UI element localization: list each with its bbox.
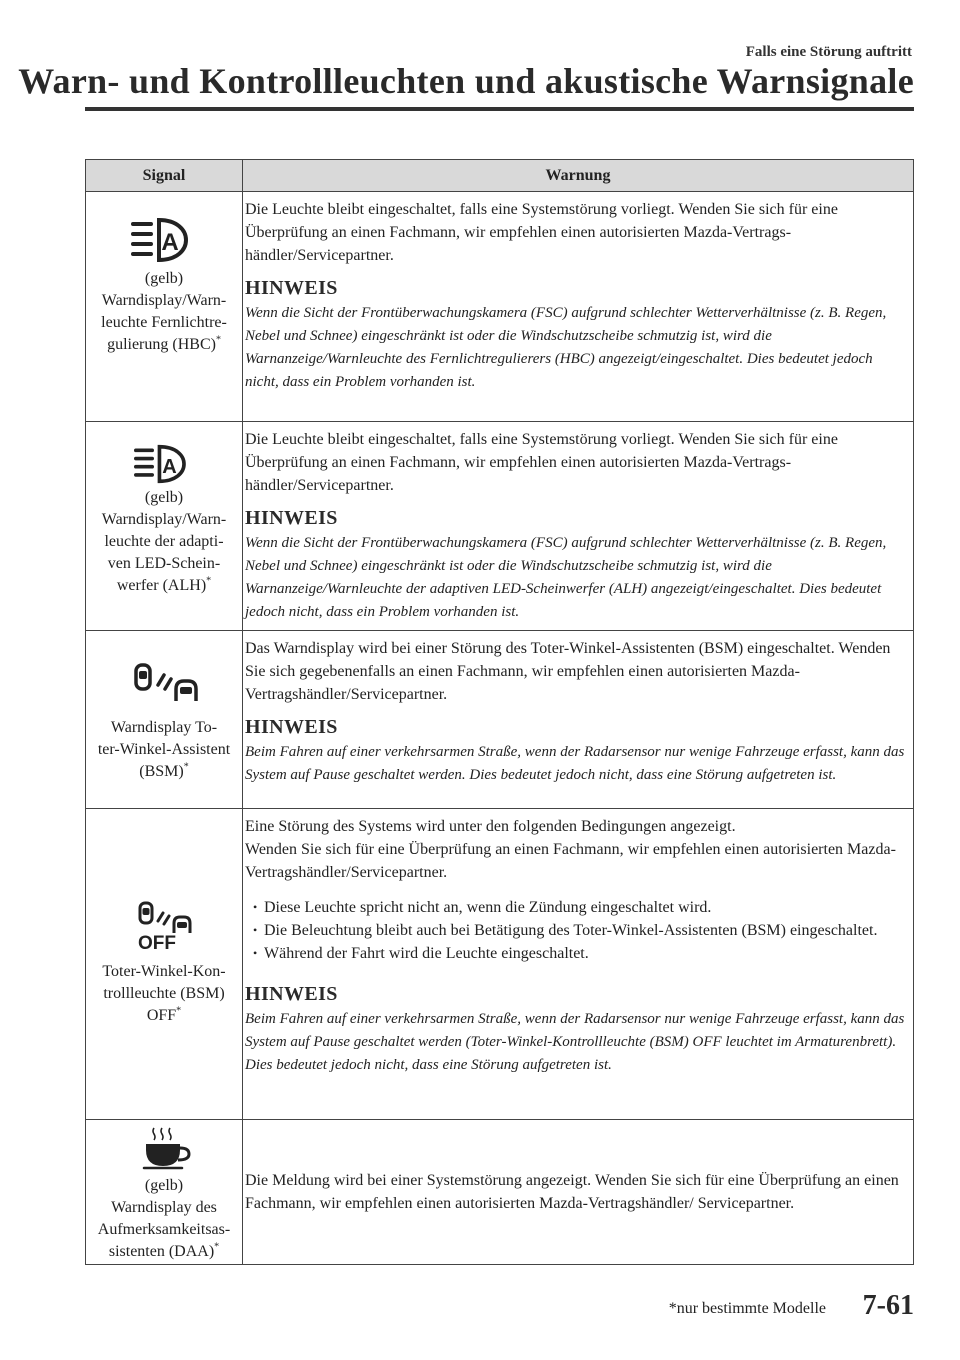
warning-text: Eine Störung des Systems wird unter den folgenden Bedingungen angezeigt. (245, 818, 736, 835)
page-number: 7-61 (862, 1290, 914, 1321)
footnote: *nur bestimmte Modelle (668, 1300, 826, 1317)
warning-text: Die Meldung wird bei einer Systemstörung angezeigt. Wenden Sie sich für eine Überprüfung an einen Fachmann, wir empfehlen einen autorisierten Mazda-Vertragshändler/ Servicepartner. (245, 1172, 899, 1212)
warning-cell (243, 809, 914, 1120)
model-asterisk: * (214, 1241, 220, 1253)
signal-label-line: ven LED-Schein- (107, 555, 221, 572)
signal-label-line: Warndisplay To- (110, 719, 218, 736)
page-title: Warn- und Kontrollleuchten und akustische Warnsignale (18, 61, 914, 101)
signal-label-line: sistenten (DAA) (108, 1243, 215, 1260)
coffee-cup-icon (134, 1124, 194, 1172)
note-heading: HINWEIS (245, 507, 338, 529)
signal-cell (86, 631, 243, 809)
signal-cell (86, 1120, 243, 1265)
signal-label-line: Warndisplay des (111, 1199, 217, 1216)
svg-text:A: A (162, 456, 177, 479)
table-header-row (86, 160, 914, 192)
note-heading: HINWEIS (245, 983, 338, 1005)
signal-cell (86, 422, 243, 631)
signal-label-line: Warndisplay/Warn- (101, 292, 227, 309)
warning-text: Das Warndisplay wird bei einer Störung des Toter-Winkel-Assistenten (BSM) eingeschaltet. Wenden Sie sich gegebenenfalls an einen Fachmann, wir empfehlen einen autorisierten Mazda-Vertragshändler/Servicepartner. (245, 640, 891, 703)
column-header-warning: Warnung (243, 160, 914, 192)
column-header-signal: Signal (86, 160, 243, 192)
warning-text: Die Leuchte bleibt eingeschaltet, falls eine Systemstörung vorliegt. Wenden Sie sich für eine Überprüfung an einen Fachmann, wir empfehlen einen autorisierten Mazda-Vertragshändler/Servicepartner. (245, 431, 838, 494)
svg-text:A: A (161, 229, 179, 256)
signal-label-line: leuchte Fernlichtre- (101, 314, 227, 331)
warning-cell (243, 422, 914, 631)
signal-label-line: ter-Winkel-Assistent (97, 741, 231, 758)
table-row (86, 1120, 914, 1265)
auto-high-beam-icon (129, 216, 199, 264)
warning-cell (243, 192, 914, 422)
table-row (86, 809, 914, 1120)
warning-text: Wenden Sie sich für eine Überprüfung an einen Fachmann, wir empfehlen einen autorisierten Mazda-Vertragshändler/Servicepartner. (245, 841, 896, 881)
signal-label-line: werfer (ALH) (116, 577, 207, 594)
table-row (86, 192, 914, 422)
warning-cell (243, 631, 914, 809)
signal-color: (gelb) (144, 489, 184, 506)
signal-cell (86, 809, 243, 1120)
icon-off-text: OFF (138, 933, 176, 951)
adaptive-led-headlight-icon (129, 444, 199, 484)
signal-cell (86, 192, 243, 422)
signal-label-line: Toter-Winkel-Kon- (102, 963, 226, 980)
model-asterisk: * (183, 761, 189, 773)
condition-list (245, 896, 907, 965)
signal-color: (gelb) (144, 270, 184, 287)
list-item: • Diese Leuchte spricht nicht an, wenn die Zündung eingeschaltet wird. (245, 896, 907, 919)
model-asterisk: * (215, 334, 221, 346)
signal-label-line: (BSM) (139, 763, 184, 780)
table-row (86, 422, 914, 631)
note-text: Beim Fahren auf einer verkehrsarmen Straße, wenn der Radarsensor nur wenige Fahrzeuge erfasst, kann das System auf Pause geschaltet werden (Toter-Winkel-Kontrollleuchte (BSM) OFF leuchtet im Armaturenbrett). Dies bedeutet jedoch nicht, dass eine Störung aufgetreten ist. (245, 1011, 905, 1073)
signal-label-line: Warndisplay/Warn- (101, 511, 227, 528)
signal-label-line: OFF (146, 1007, 177, 1024)
list-item: • Während der Fahrt wird die Leuchte eingeschaltet. (245, 942, 907, 965)
note-text: Wenn die Sicht der Frontüberwachungskamera (FSC) aufgrund schlechter Wetterverhältnisse (z. B. Regen, Nebel und Schnee) eingeschränkt ist oder die Windschutzscheibe schmutzig ist, wird die Warnanzeige/Warnleuchte des Fernlichtregulierers (HBC) angezeigt/eingeschaltet. Dies bedeutet jedoch nicht, dass ein Problem vorhanden ist. (245, 305, 887, 390)
section-kicker: Falls eine Störung auftritt (745, 44, 912, 60)
signal-label-line: Aufmerksamkeitsas- (97, 1221, 231, 1238)
signal-label-line: trollleuchte (BSM) (103, 985, 225, 1002)
warning-lights-table (85, 159, 914, 1265)
warning-text: Die Leuchte bleibt eingeschaltet, falls eine Systemstörung vorliegt. Wenden Sie sich für eine Überprüfung an einen Fachmann, wir empfehlen einen autorisierten Mazda-Vertragshändler/Servicepartner. (245, 201, 838, 264)
blind-spot-monitor-off-icon (132, 901, 196, 951)
blind-spot-monitor-icon (128, 661, 200, 705)
note-heading: HINWEIS (245, 277, 338, 299)
signal-label-line: leuchte der adapti- (104, 533, 224, 550)
signal-color: (gelb) (144, 1177, 184, 1194)
note-text: Beim Fahren auf einer verkehrsarmen Straße, wenn der Radarsensor nur wenige Fahrzeuge erfasst, kann das System auf Pause geschaltet werden. Dies bedeutet jedoch nicht, dass eine Störung aufgetreten ist. (245, 744, 905, 783)
list-item: • Die Beleuchtung bleibt auch bei Betätigung des Toter-Winkel-Assistenten (BSM) eingeschaltet. (245, 919, 907, 942)
model-asterisk: * (206, 575, 212, 587)
signal-label-line: gulierung (HBC) (107, 336, 216, 353)
note-heading: HINWEIS (245, 716, 338, 738)
header-rule (85, 107, 914, 111)
table-row (86, 631, 914, 809)
model-asterisk: * (176, 1005, 182, 1017)
note-text: Wenn die Sicht der Frontüberwachungskamera (FSC) aufgrund schlechter Wetterverhältnisse (z. B. Regen, Nebel und Schnee) eingeschränkt ist oder die Windschutzscheibe schmutzig ist, wird die Warnanzeige/Warnleuchte der adaptiven LED-Scheinwerfer (ALH) angezeigt/eingeschaltet. Dies bedeutet jedoch nicht, dass ein Problem vorhanden ist. (245, 535, 887, 620)
warning-cell (243, 1120, 914, 1265)
